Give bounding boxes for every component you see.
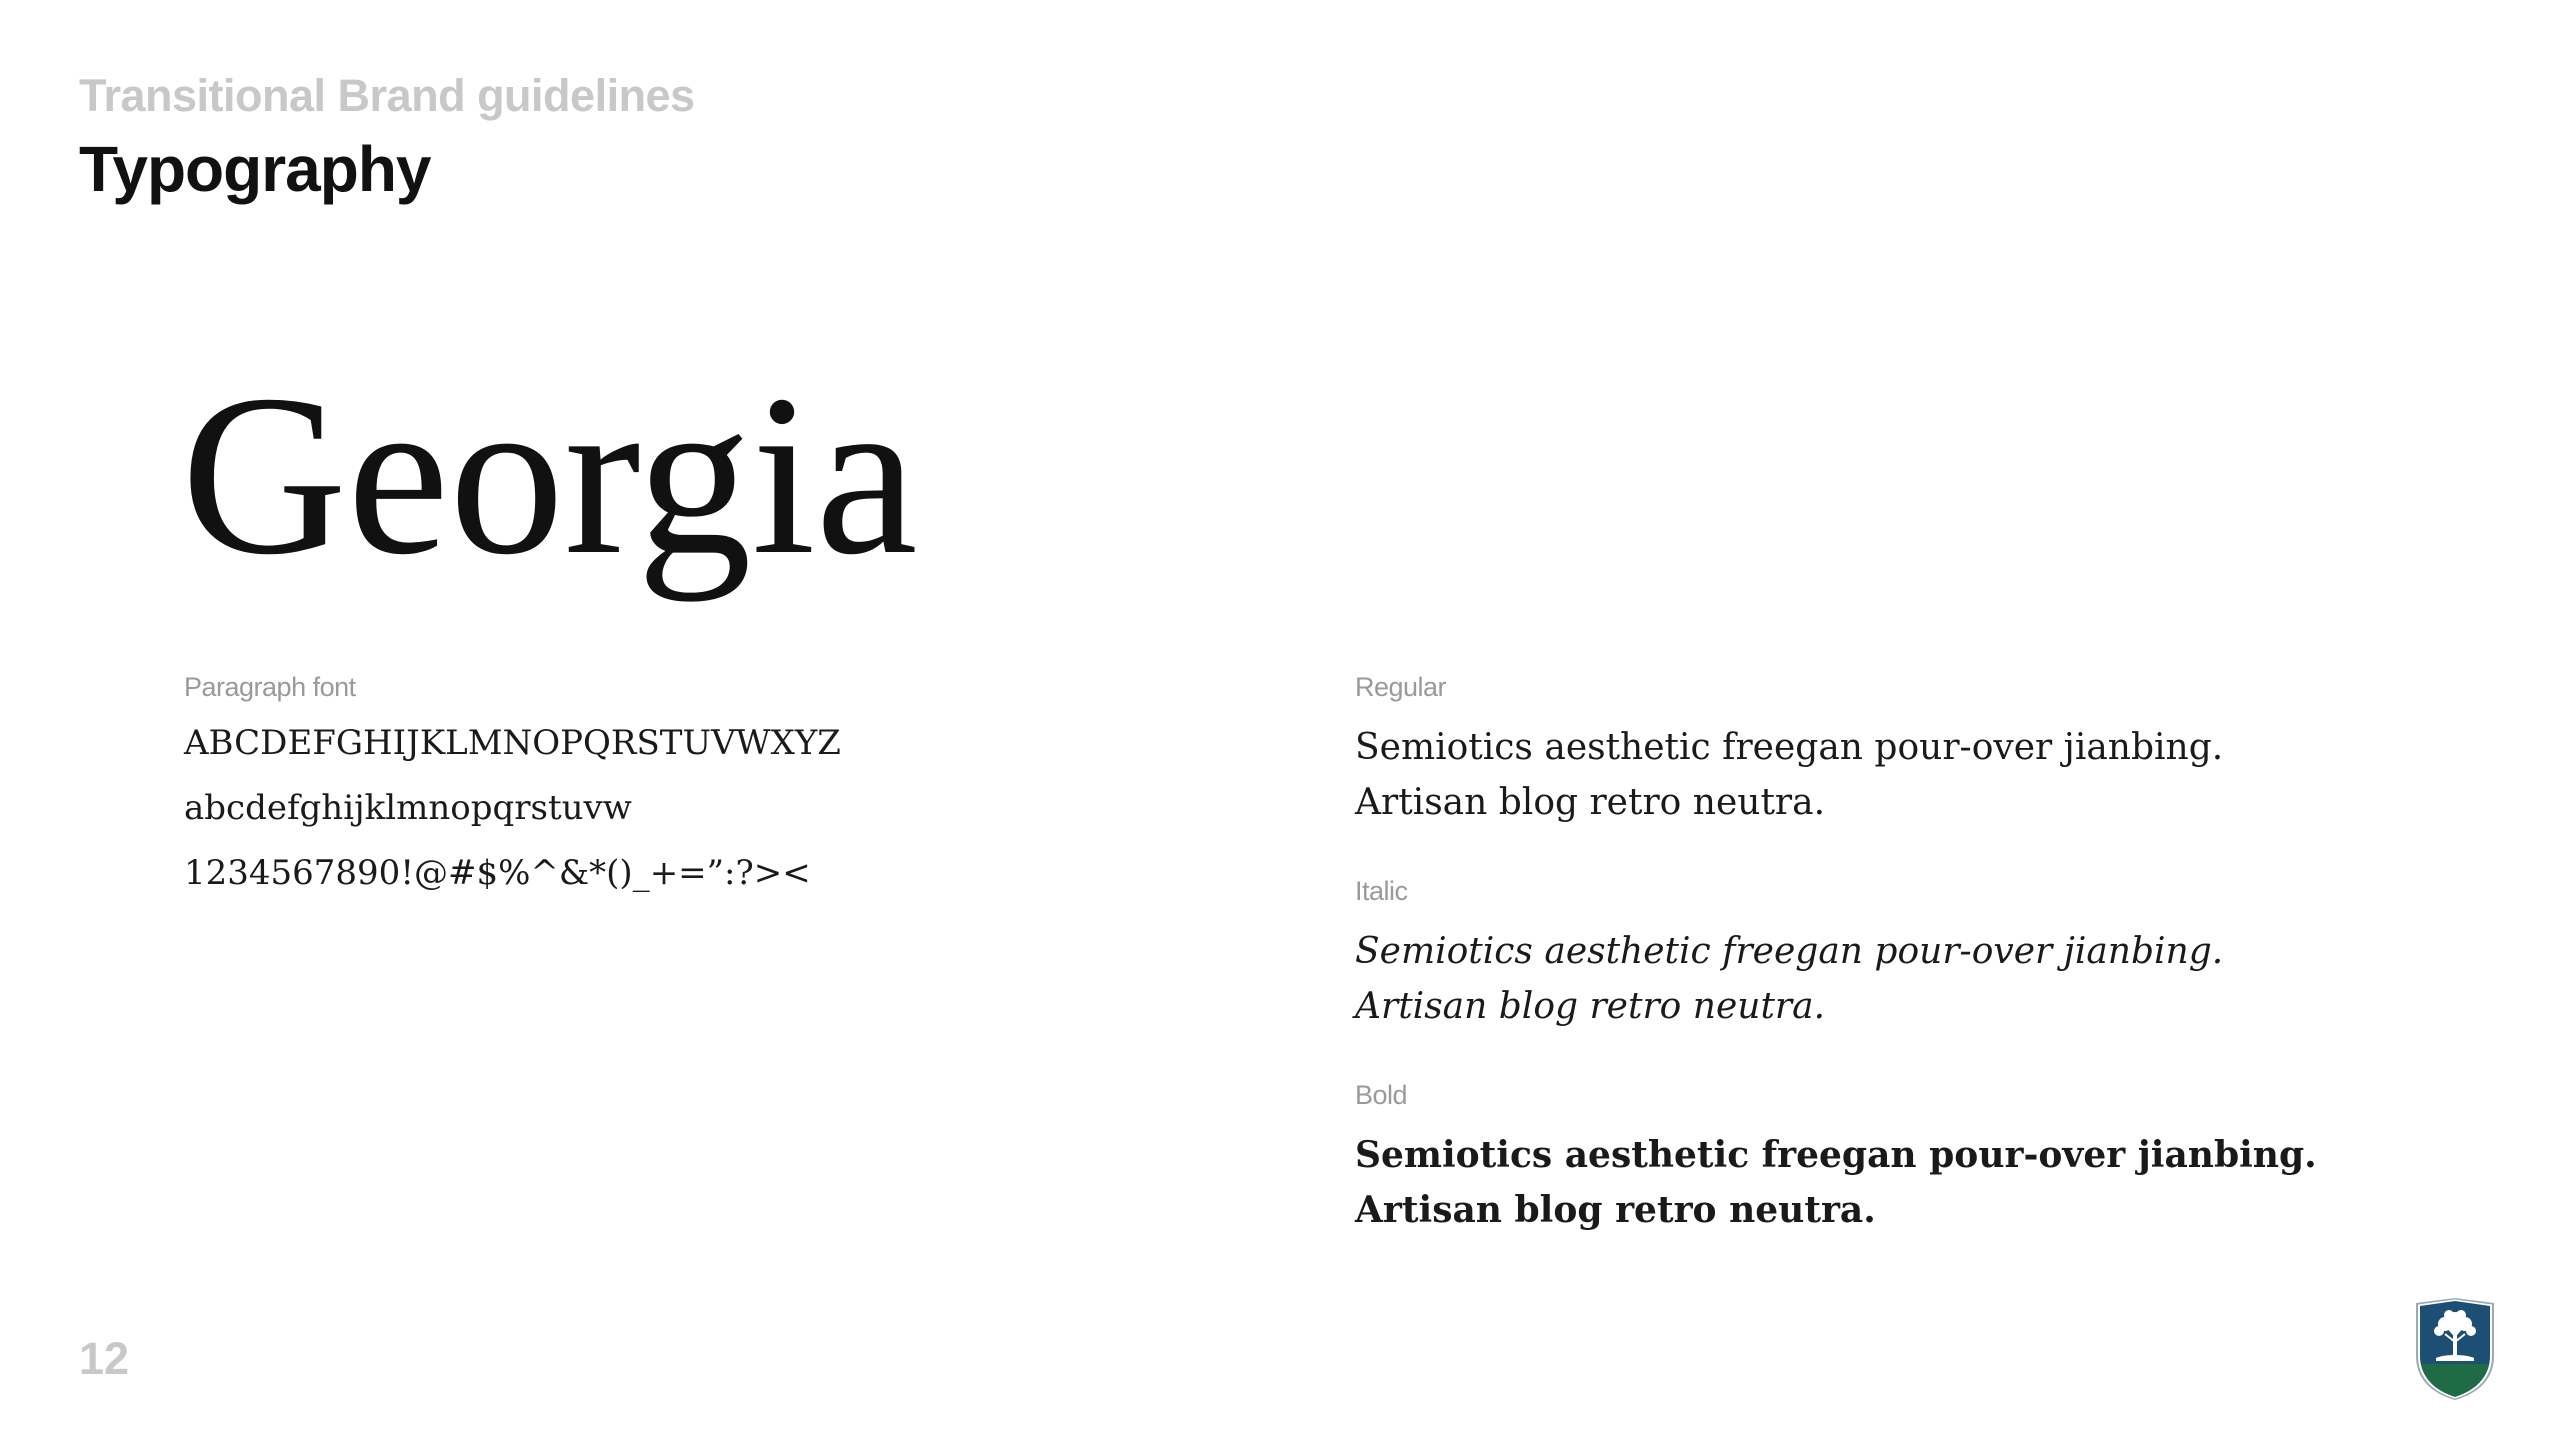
bold-label: Bold [1355, 1080, 1408, 1110]
font-name-display: Georgia [181, 347, 918, 602]
regular-sample-line: Semiotics aesthetic freegan pour-over jianbing. [1355, 727, 2224, 768]
italic-sample-line: Semiotics aesthetic freegan pour-over jianbing. [1355, 931, 2224, 972]
bold-sample [1355, 1128, 2317, 1238]
regular-sample [1355, 720, 2223, 830]
italic-sample-line: Artisan blog retro neutra. [1355, 986, 1826, 1027]
italic-label: Italic [1355, 876, 1408, 906]
tree-shield-logo-icon [2414, 1298, 2496, 1400]
lowercase-specimen: abcdefghijklmnopqrstuvw [184, 788, 632, 828]
page-title: Typography [79, 133, 431, 205]
bold-sample-line: Semiotics aesthetic freegan pour-over jianbing. [1355, 1134, 2317, 1176]
brand-guidelines-subtitle: Transitional Brand guidelines [79, 70, 695, 121]
regular-sample-line: Artisan blog retro neutra. [1355, 782, 1826, 823]
italic-sample [1355, 924, 2223, 1034]
bold-sample-line: Artisan blog retro neutra. [1355, 1189, 1876, 1231]
uppercase-specimen: ABCDEFGHIJKLMNOPQRSTUVWXYZ [184, 723, 841, 763]
regular-label: Regular [1355, 672, 1447, 702]
paragraph-font-label: Paragraph font [184, 672, 356, 702]
page-number: 12 [79, 1333, 130, 1384]
numerals-specimen: 1234567890!@#$%^&*()_+=”:?>< [184, 853, 811, 893]
